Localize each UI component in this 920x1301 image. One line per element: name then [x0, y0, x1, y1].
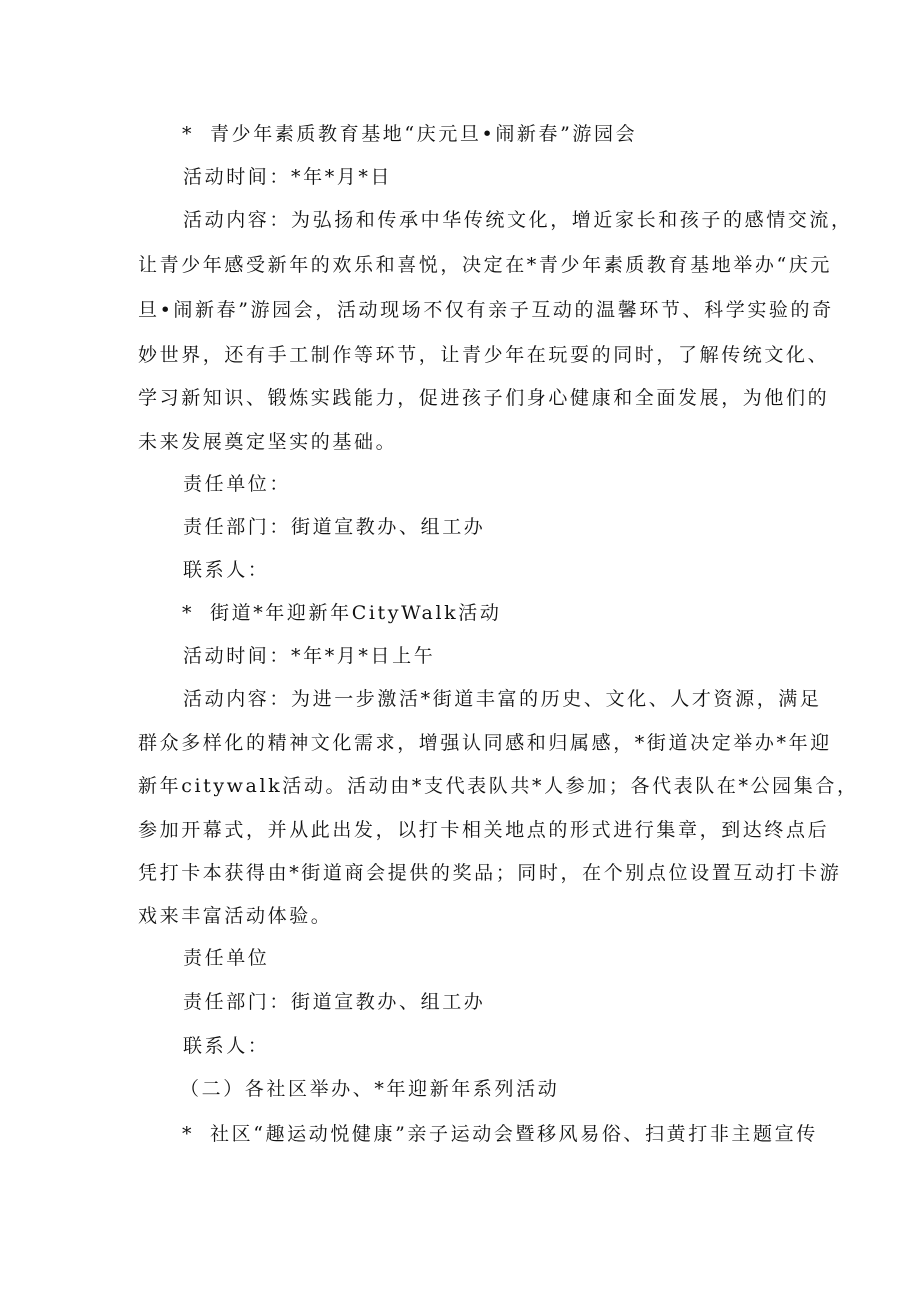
- section2-heading-text: 街道*年迎新年CityWalk活动: [210, 602, 502, 624]
- section2-content-line: 新年citywalk活动。活动由*支代表队共*人参加；各代表队在*公园集合，: [138, 775, 859, 797]
- section3-heading: （二）各社区举办、*年迎新年系列活动: [180, 1078, 560, 1100]
- section1-content-line: 妙世界，还有手工制作等环节，让青少年在玩耍的同时，了解传统文化、: [138, 344, 830, 366]
- section1-content-line: 未来发展奠定坚实的基础。: [138, 431, 398, 453]
- section2-content-line: 戏来丰富活动体验。: [138, 905, 333, 927]
- section2-dept: 责任部门：街道宣教办、组工办: [183, 991, 486, 1013]
- section1-content-line: 让青少年感受新年的欢乐和喜悦，决定在*青少年素质教育基地举办“庆元: [138, 254, 833, 276]
- section4-heading: [182, 1122, 818, 1146]
- section1-unit: 责任单位：: [183, 473, 292, 495]
- section2-content-line: 凭打卡本获得由*街道商会提供的奖品；同时，在个别点位设置互动打卡游: [138, 862, 842, 884]
- bullet-mark: *: [182, 1123, 192, 1145]
- section1-content-line: 活动内容：为弘扬和传承中华传统文化，增近家长和孩子的感情交流，: [183, 209, 853, 231]
- section2-content-line: 参加开幕式，并从此出发，以打卡相关地点的形式进行集章，到达终点后: [138, 819, 830, 841]
- section2-content-line: 群众多样化的精神文化需求，增强认同感和归属感，*街道决定举办*年迎: [138, 732, 832, 754]
- section1-content-line: 学习新知识、锻炼实践能力，促进孩子们身心健康和全面发展，为他们的: [138, 387, 830, 409]
- section2-time: 活动时间：*年*月*日上午: [183, 645, 436, 667]
- section2-contact: 联系人：: [183, 1035, 270, 1057]
- section2-unit: 责任单位: [183, 947, 270, 969]
- bullet-mark: *: [182, 123, 192, 145]
- section1-content-line: 旦•闹新春”游园会，活动现场不仅有亲子互动的温馨环节、科学实验的奇: [138, 299, 834, 321]
- bullet-mark: *: [182, 602, 192, 624]
- section1-contact: 联系人：: [183, 559, 270, 581]
- section2-heading: [182, 601, 501, 625]
- section2-content-line: 活动内容：为进一步激活*街道丰富的历史、文化、人才资源，满足: [183, 688, 822, 710]
- section1-heading-text: 青少年素质教育基地“庆元旦•闹新春”游园会: [210, 123, 638, 145]
- section1-heading: [182, 122, 637, 146]
- section1-time: 活动时间：*年*月*日: [183, 166, 393, 188]
- section1-dept: 责任部门：街道宣教办、组工办: [183, 516, 486, 538]
- section4-heading-text: 社区“趣运动悦健康”亲子运动会暨移风易俗、扫黄打非主题宣传: [210, 1123, 818, 1145]
